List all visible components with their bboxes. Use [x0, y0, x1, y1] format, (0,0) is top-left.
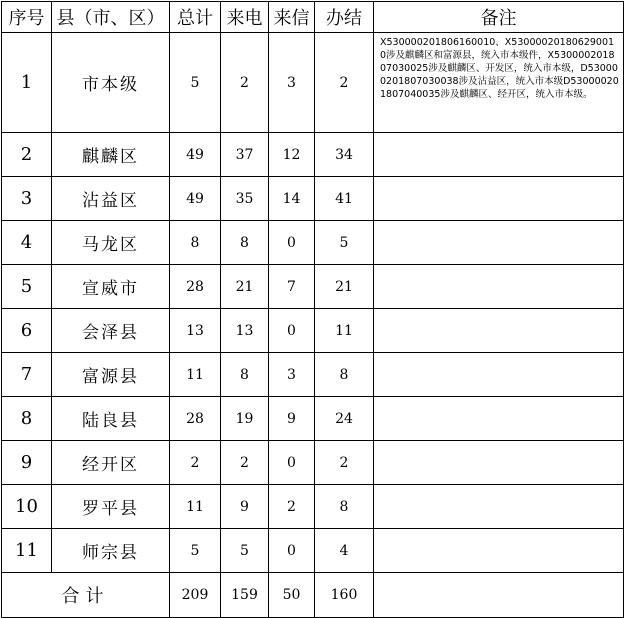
row-county: 经开区	[52, 441, 170, 485]
row-done: 5	[315, 221, 374, 265]
row-total: 49	[170, 133, 221, 177]
table-row	[2, 133, 624, 177]
total-calls: 159	[221, 573, 269, 618]
remark-empty	[374, 177, 624, 221]
row-calls: 8	[221, 353, 269, 397]
remark-empty	[374, 265, 624, 309]
row-county: 麒麟区	[52, 133, 170, 177]
row-calls: 13	[221, 309, 269, 353]
remark-empty	[374, 353, 624, 397]
row-seq: 2	[2, 133, 52, 177]
row-calls: 2	[221, 441, 269, 485]
row-done: 11	[315, 309, 374, 353]
table-row	[2, 221, 624, 265]
row-done: 21	[315, 265, 374, 309]
row-calls: 19	[221, 397, 269, 441]
row-total: 28	[170, 265, 221, 309]
total-row	[2, 573, 624, 618]
row-letters: 0	[269, 309, 315, 353]
row-county: 宣威市	[52, 265, 170, 309]
table-row	[2, 265, 624, 309]
row-total: 28	[170, 397, 221, 441]
remark-empty	[374, 485, 624, 529]
row-total: 13	[170, 309, 221, 353]
remark-empty	[374, 573, 624, 618]
remark-empty	[374, 397, 624, 441]
row-county: 会泽县	[52, 309, 170, 353]
row-county: 沾益区	[52, 177, 170, 221]
row-calls: 35	[221, 177, 269, 221]
row-done: 4	[315, 529, 374, 573]
row-seq: 7	[2, 353, 52, 397]
total-done: 160	[315, 573, 374, 618]
row-letters: 0	[269, 441, 315, 485]
row-total: 5	[170, 33, 221, 133]
table-row	[2, 397, 624, 441]
row-calls: 5	[221, 529, 269, 573]
row-letters: 12	[269, 133, 315, 177]
row-seq: 8	[2, 397, 52, 441]
total-letters: 50	[269, 573, 315, 618]
row-seq: 6	[2, 309, 52, 353]
header-row	[2, 2, 624, 33]
row-county: 师宗县	[52, 529, 170, 573]
row-letters: 3	[269, 33, 315, 133]
row-total: 11	[170, 485, 221, 529]
remark-empty	[374, 221, 624, 265]
row-letters: 7	[269, 265, 315, 309]
row-calls: 37	[221, 133, 269, 177]
remark-empty	[374, 309, 624, 353]
table-row	[2, 309, 624, 353]
row-seq: 5	[2, 265, 52, 309]
row-seq: 9	[2, 441, 52, 485]
remark-empty	[374, 133, 624, 177]
header-seq: 序号	[2, 2, 52, 33]
table-row	[2, 441, 624, 485]
row-total: 49	[170, 177, 221, 221]
header-done: 办结	[315, 2, 374, 33]
row-done: 8	[315, 353, 374, 397]
row-seq: 10	[2, 485, 52, 529]
header-calls: 来电	[221, 2, 269, 33]
row-calls: 21	[221, 265, 269, 309]
row-done: 2	[315, 33, 374, 133]
row-county: 罗平县	[52, 485, 170, 529]
header-remarks: 备注	[374, 2, 624, 33]
row-letters: 0	[269, 529, 315, 573]
total-sum: 209	[170, 573, 221, 618]
row-total: 5	[170, 529, 221, 573]
row-seq: 3	[2, 177, 52, 221]
row-letters: 2	[269, 485, 315, 529]
row-done: 2	[315, 441, 374, 485]
header-county: 县（市、区）	[52, 2, 170, 33]
row-done: 24	[315, 397, 374, 441]
row-calls: 2	[221, 33, 269, 133]
row-total: 2	[170, 441, 221, 485]
table-row	[2, 353, 624, 397]
table-row	[2, 485, 624, 529]
row-done: 34	[315, 133, 374, 177]
row-letters: 14	[269, 177, 315, 221]
header-letters: 来信	[269, 2, 315, 33]
row-seq: 4	[2, 221, 52, 265]
row-county: 富源县	[52, 353, 170, 397]
table-row	[2, 177, 624, 221]
row-letters: 3	[269, 353, 315, 397]
remark-cell: X530000201806160010、X530000201806290010涉及麒麟区和富源县，统入市本级件，X530000201807030025涉及麒麟区、开发区，统入市本级，D530000201807030038涉及沾益区，统入市本级D530000201807040035涉及麒麟区、经开区，统入市本级。	[374, 33, 624, 133]
row-total: 11	[170, 353, 221, 397]
row-letters: 9	[269, 397, 315, 441]
row-seq: 1	[2, 33, 52, 133]
table-row	[2, 529, 624, 573]
complaint-stats-table	[1, 1, 624, 618]
row-seq: 11	[2, 529, 52, 573]
remark-empty	[374, 529, 624, 573]
row-letters: 0	[269, 221, 315, 265]
table-row	[2, 33, 624, 133]
header-total: 总计	[170, 2, 221, 33]
row-county: 陆良县	[52, 397, 170, 441]
row-total: 8	[170, 221, 221, 265]
row-county: 马龙区	[52, 221, 170, 265]
row-calls: 9	[221, 485, 269, 529]
total-label: 合计	[2, 573, 170, 618]
row-county: 市本级	[52, 33, 170, 133]
remark-empty	[374, 441, 624, 485]
row-calls: 8	[221, 221, 269, 265]
row-done: 8	[315, 485, 374, 529]
row-done: 41	[315, 177, 374, 221]
